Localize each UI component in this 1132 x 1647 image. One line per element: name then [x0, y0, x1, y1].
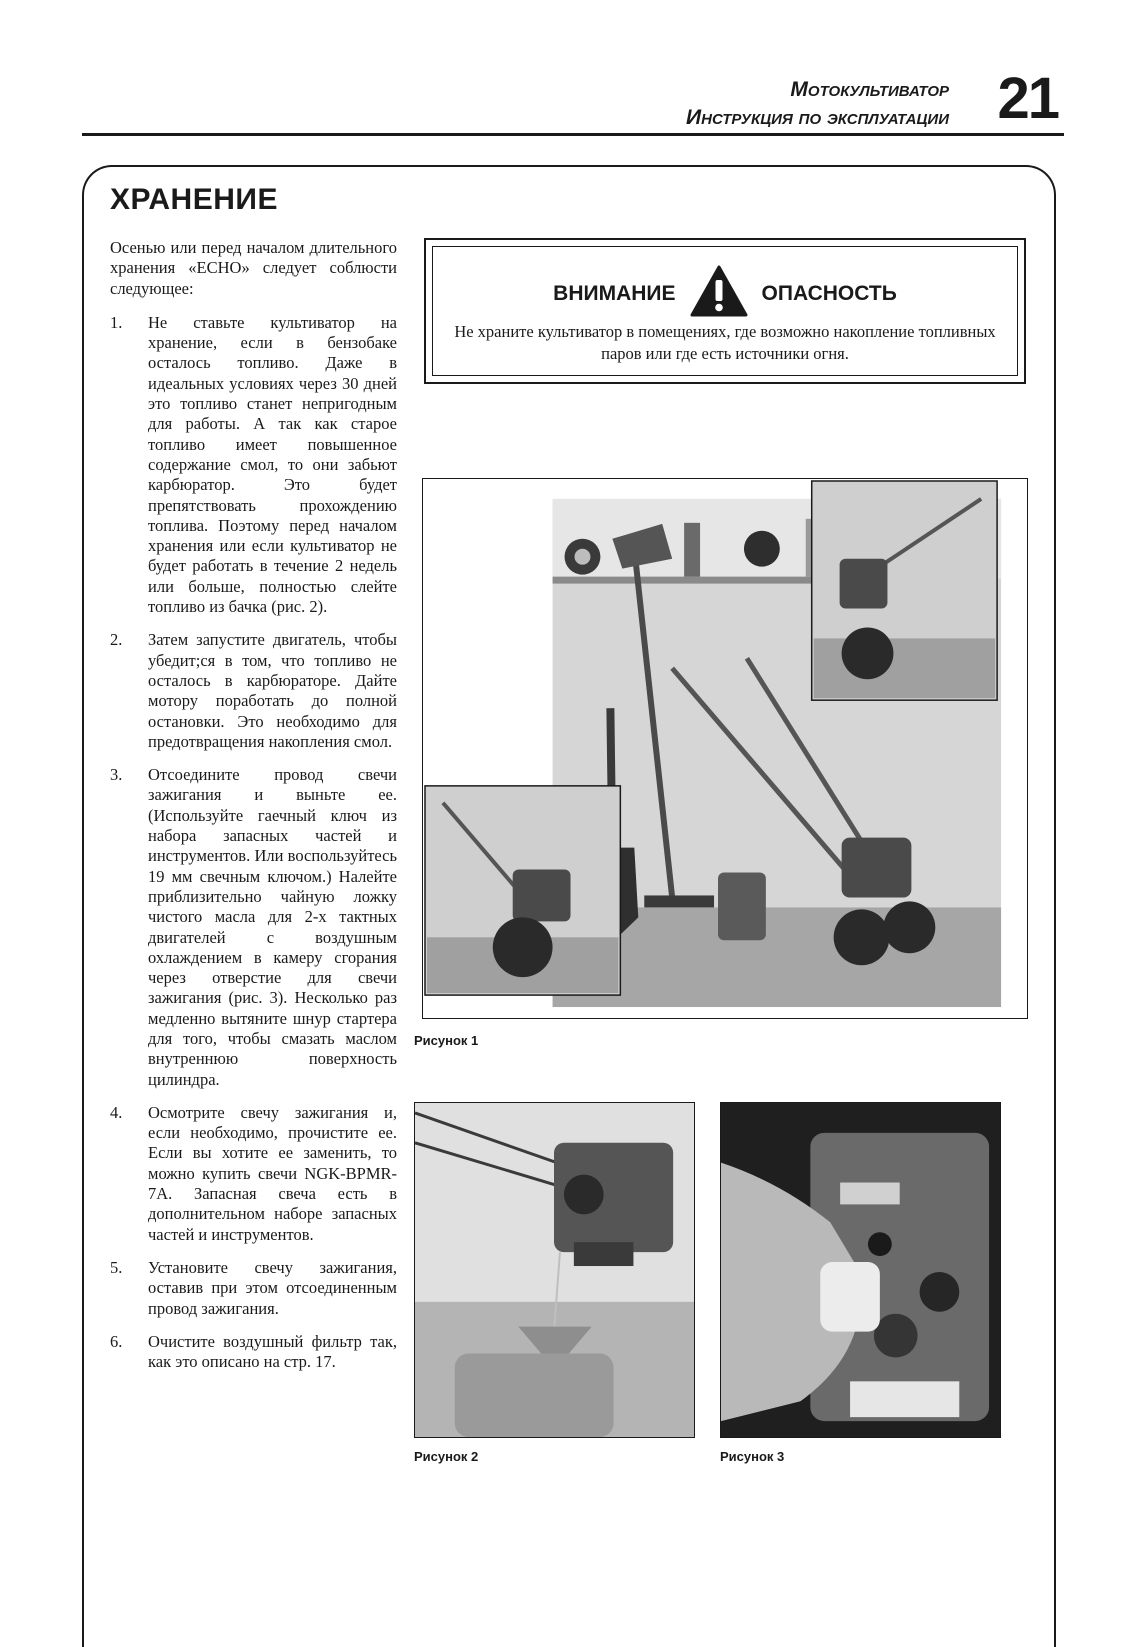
instructions-column [110, 238, 397, 1385]
list-item [110, 313, 397, 617]
step-text: Установите свечу зажигания, оставив при этом отсоединенным провод зажигания. [148, 1257, 397, 1318]
warning-inner-frame [432, 246, 1018, 376]
step-number: 3. [110, 765, 123, 785]
figure-2-caption: Рисунок 2 [414, 1449, 479, 1464]
step-number: 6. [110, 1331, 123, 1351]
step-number: 4. [110, 1102, 123, 1122]
step-text: Осмотрите свечу зажигания и, если необходимо, прочистите ее. Если вы хотите ее заменить, то можно купить свечи NGK-BPMR-7A. Запасная свеча есть в дополнительном наборе запасных частей и инструментов. [148, 1102, 397, 1244]
step-number: 5. [110, 1257, 123, 1277]
figure-1-caption: Рисунок 1 [414, 1033, 479, 1048]
step-number: 1. [110, 312, 123, 332]
list-item [110, 630, 397, 752]
warning-heading [433, 265, 1017, 323]
warning-box [424, 238, 1026, 384]
list-item [110, 765, 397, 1090]
figure-3-photo [720, 1102, 1001, 1438]
warning-triangle-icon [690, 265, 748, 323]
steps-list [110, 313, 397, 1373]
figure-3-caption: Рисунок 3 [720, 1449, 785, 1464]
warning-label: ВНИМАНИЕ [553, 282, 676, 305]
list-item [110, 1103, 397, 1245]
list-item [110, 1258, 397, 1319]
list-item [110, 1332, 397, 1373]
step-text: Отсоедините провод свечи зажигания и выньте ее. (Используйте гаечный ключ из набора запасных частей и инструментов. Или воспользуйтесь 19 мм свечным ключом.) Налейте приблизительно чайную ложку чистого масла для 2-х тактных двигателей с воздушным охлаждением в камеру сгорания через отверстие для свечи зажигания (рис. 3). Несколько раз медленно вытяните шнур стартера для того, чтобы смазать маслом внутреннюю поверхность цилиндра. [148, 765, 397, 1089]
warning-text: Не храните культиватор в помещениях, где возможно накопление топливных паров или где есть источники огня. [454, 322, 996, 363]
step-text: Очистите воздушный фильтр так, как это описано на стр. 17. [148, 1331, 397, 1372]
danger-label: ОПАСНОСТЬ [761, 282, 897, 305]
intro-paragraph: Осенью или перед началом длительного хранения «ECHO» следует соблюсти следующее: [110, 238, 397, 298]
section-title: ХРАНЕНИЕ [110, 183, 278, 216]
header-title: Мотокультиватор [790, 78, 949, 101]
step-text: Затем запустите двигатель, чтобы убедит;ся в том, что топливо не осталось в карбюраторе. Дайте мотору поработать до полной остановки. Это необходимо для предотвращения накопления смол. [148, 630, 397, 751]
header-rule [82, 133, 1064, 136]
header-subtitle: Инструкция по эксплуатации [686, 106, 949, 129]
page-number: 21 [997, 66, 1058, 131]
figure-2-photo [414, 1102, 695, 1438]
step-number: 2. [110, 630, 123, 650]
figure-1-photo [422, 478, 1028, 1019]
step-text: Не ставьте культиватор на хранение, если в бензобаке осталось топливо. Даже в идеальных условиях через 30 дней это топливо станет непригодным для работы. А так как старое топливо имеет повышенное содержание смол, то они забьют карбюратор. Это будет препятствовать прохождению топлива. Поэтому перед началом хранения или если культиватор не будет работать в течение 2 недель или больше, полностью слейте топливо из бачка (рис. 2). [148, 312, 397, 617]
